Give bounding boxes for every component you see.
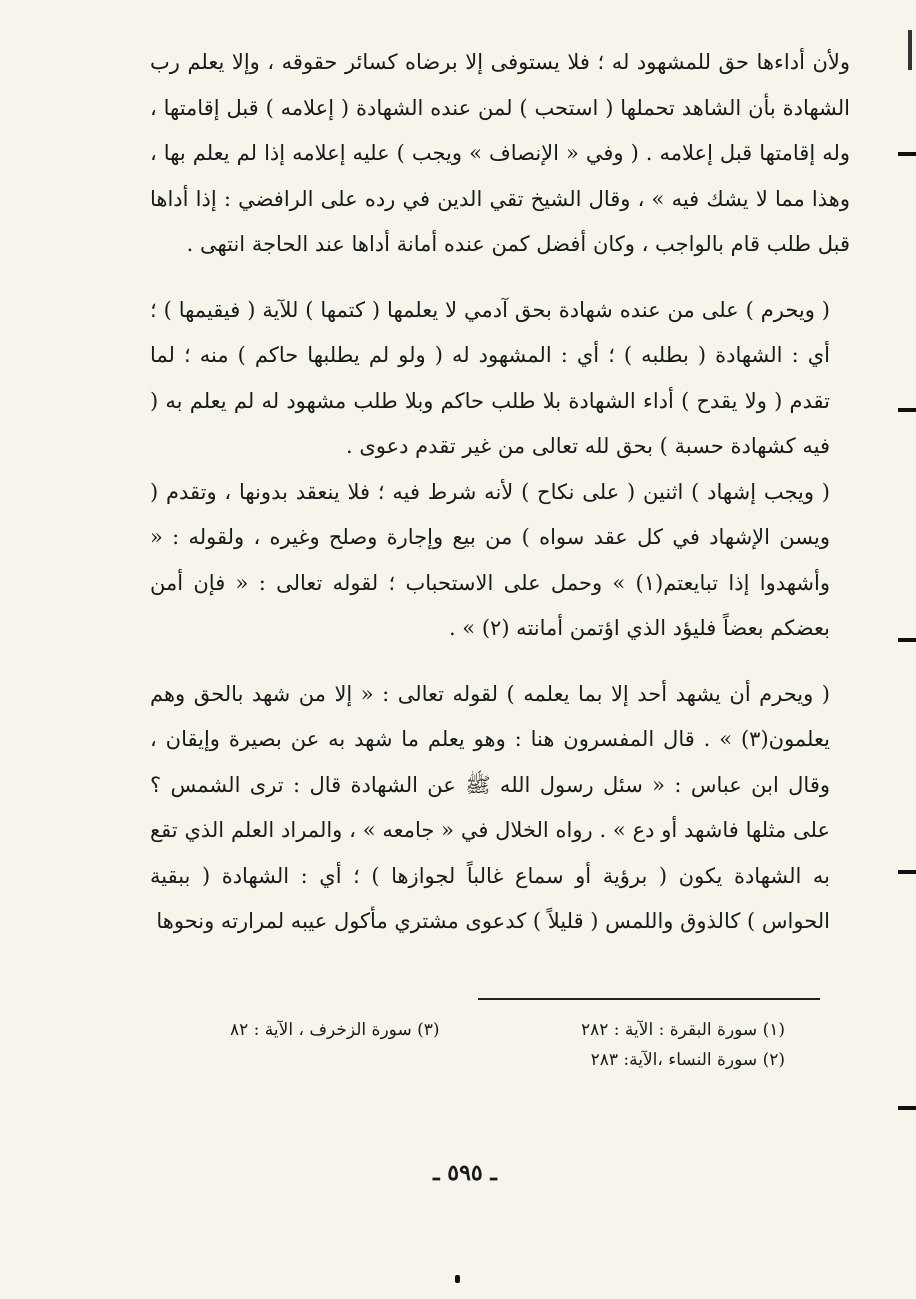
footnote-row — [230, 1015, 785, 1045]
footnote-1: (١) سورة البقرة : الآية : ٢٨٢ — [580, 1020, 785, 1040]
scan-edge-mark — [908, 30, 912, 70]
footnote-separator — [478, 998, 820, 1000]
footnotes — [230, 1015, 785, 1075]
scan-edge-mark — [898, 1106, 916, 1110]
paragraph-4: ( ويحرم أن يشهد أحد إلا بما يعلمه ) لقوله تعالى : « إلا من شهد بالحق وهم يعلمون(٣) » . قال المفسرون هنا : وهو يعلم ما شهد به عن بصيرة وإيقان ، وقال ابن عباس : « سئل رسول الله ﷺ عن الشهادة قال : ترى الشمس ؟ على مثلها فاشهد أو دع » . رواه الخلال في « جامعه » ، والمراد العلم الذي تقع به الشهادة يكون ( برؤية أو سماع غالباً لجوازها ) ؛ أي : الشهادة ( ببقية الحواس ) كالذوق واللمس ( قليلاً ) كدعوى مشتري مأكول عيبه لمرارته ونحوها — [150, 681, 830, 933]
main-body-text — [150, 40, 850, 945]
page-number: ـ ٥٩٥ ـ — [433, 1160, 497, 1186]
footnote-row — [230, 1045, 785, 1075]
scan-dot-mark — [455, 1275, 460, 1283]
scan-edge-mark — [898, 870, 916, 874]
paragraph-2: ( ويحرم ) على من عنده شهادة بحق آدمي لا يعلمها ( كتمها ) للآية ( فيقيمها ) ؛ أي : الشهادة ( بطلبه ) ؛ أي : المشهود له ( ولو لم يطلبها حاكم ) منه ؛ لما تقدم ( ولا يقدح ) أداء الشهادة بلا طلب حاكم وبلا طلب مشهود له لم يعلم به ( فيه كشهادة حسبة ) بحق لله تعالى من غير تقدم دعوى . — [150, 297, 830, 458]
paragraph-1: ولأن أداءها حق للمشهود له ؛ فلا يستوفى إلا برضاه كسائر حقوقه ، وإلا يعلم رب الشهادة بأن الشاهد تحملها ( استحب ) لمن عنده الشهادة ( إعلامه ) قبل إقامتها ، وله إقامتها قبل إعلامه . ( وفي « الإنصاف » ويجب ) عليه إعلامه إذا لم يعلم بها ، وهذا مما لا يشك فيه » ، وقال الشيخ تقي الدين في رده على الرافضي : إذا أداها قبل طلب قام بالواجب ، وكان أفضل كمن عنده أمانة أداها عند الحاجة انتهى . — [150, 50, 850, 256]
footnote-2: (٢) سورة النساء ،الآية: ٢٨٣ — [590, 1050, 785, 1070]
scan-edge-mark — [898, 638, 916, 642]
paragraph-3: ( ويجب إشهاد ) اثنين ( على نكاح ) لأنه شرط فيه ؛ فلا ينعقد بدونها ، وتقدم ( ويسن الإشهاد في كل عقد سواه ) من بيع وإجارة وصلح وغيره ، ولقوله : « وأشهدوا إذا تبايعتم(١) » وحمل على الاستحباب ؛ لقوله تعالى : « فإن أمن بعضكم بعضاً فليؤد الذي اؤتمن أمانته (٢) » . — [150, 479, 830, 640]
scan-edge-mark — [898, 152, 916, 156]
footnote-3: (٣) سورة الزخرف ، الآية : ٨٢ — [230, 1020, 440, 1040]
scan-edge-mark — [898, 408, 916, 412]
